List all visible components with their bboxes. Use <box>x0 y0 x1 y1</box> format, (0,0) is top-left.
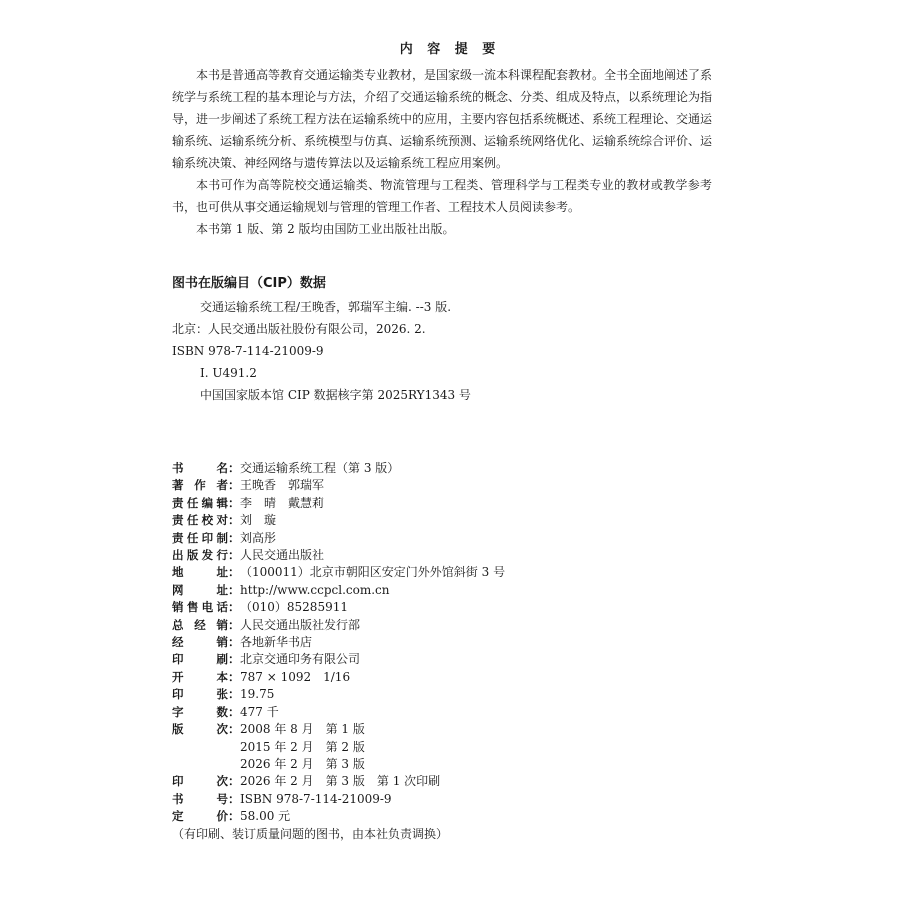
colophon-row <box>172 495 732 512</box>
colophon-colon: ： <box>228 461 241 475</box>
colophon-value: 人民交通出版社发行部 <box>240 617 361 632</box>
summary-section <box>172 64 712 240</box>
colophon-label: 印张 <box>172 687 228 702</box>
summary-paragraph: 本书第 1 版、第 2 版均由国防工业出版社出版。 <box>196 222 455 236</box>
colophon-value: 交通运输系统工程（第 3 版） <box>240 461 400 475</box>
colophon-label: 出版发行 <box>172 548 228 563</box>
colophon-row <box>172 669 732 686</box>
colophon-label: 著作者 <box>172 478 228 493</box>
colophon-value: 2015 年 2 月 第 2 版 <box>240 739 365 754</box>
colophon-colon: ： <box>228 669 241 684</box>
colophon-value: 李 晴 戴慧莉 <box>240 495 325 510</box>
colophon-row <box>172 721 732 738</box>
colophon-value: （010）85285911 <box>240 600 348 615</box>
colophon-row <box>172 773 732 790</box>
cip-title: 图书在版编目（CIP）数据 <box>172 276 326 291</box>
colophon-label: 总经销 <box>172 617 228 632</box>
colophon-value: 477 千 <box>240 704 279 719</box>
colophon-colon: ： <box>228 617 241 632</box>
colophon-label: 书名 <box>172 461 228 475</box>
colophon-label: 字数 <box>172 704 228 719</box>
colophon-row <box>172 739 732 756</box>
colophon-row <box>172 477 732 494</box>
colophon-colon: ： <box>228 530 241 545</box>
cip-line: Ⅰ. U491.2 <box>200 366 257 380</box>
cip-line: 中国国家版本馆 CIP 数据核字第 2025RY1343 号 <box>200 388 471 402</box>
colophon-label: 开本 <box>172 669 228 684</box>
colophon-colon: ： <box>228 582 241 597</box>
colophon-label: 经销 <box>172 635 228 650</box>
colophon-label: 书号 <box>172 791 228 806</box>
summary-title: 内 容 提 要 <box>399 42 501 57</box>
colophon-value: 19.75 <box>240 687 275 702</box>
summary-paragraph: 本书是普通高等教育交通运输类专业教材，是国家级一流本科课程配套教材。全书全面地阐述了系统学与系统工程的基本理论与方法，介绍了交通运输系统的概念、分类、组成及特点，以系统理论为指导，进一步阐述了系统工程方法在运输系统中的应用，主要内容包括系统概述、系统工程理论、交通运输系统、运输系统分析、系统模型与仿真、运输系统预测、运输系统网络优化、运输系统综合评价、运输系统决策、神经网络与遗传算法以及运输系统工程应用案例。 <box>172 68 713 170</box>
colophon-row <box>172 582 732 599</box>
colophon-colon: ： <box>228 652 241 667</box>
colophon-row <box>172 634 732 651</box>
colophon-colon: ： <box>228 495 241 510</box>
colophon-colon: ： <box>228 548 241 563</box>
colophon-row <box>172 686 732 703</box>
colophon-label: 销售电话 <box>172 600 228 615</box>
colophon-label: 责任校对 <box>172 513 228 528</box>
colophon-value: 2026 年 2 月 第 3 版 第 1 次印刷 <box>240 774 441 789</box>
colophon-label: 定价 <box>172 809 228 824</box>
quality-note: （有印刷、装订质量问题的图书，由本社负责调换） <box>172 826 449 841</box>
colophon-label: 责任编辑 <box>172 495 228 510</box>
colophon-value: 人民交通出版社 <box>240 548 325 563</box>
colophon-colon: ： <box>228 774 241 789</box>
colophon-row <box>172 617 732 634</box>
cip-line: 北京：人民交通出版社股份有限公司，2026. 2. <box>172 322 426 336</box>
colophon-label: 印刷 <box>172 652 228 667</box>
cip-line: 交通运输系统工程/王晚香，郭瑞军主编. --3 版. <box>200 300 452 314</box>
colophon-value: 北京交通印务有限公司 <box>240 652 361 667</box>
colophon-row <box>172 651 732 668</box>
colophon-value: 2026 年 2 月 第 3 版 <box>240 756 365 771</box>
colophon-value: 刘 璇 <box>240 513 277 528</box>
colophon-row <box>172 460 732 477</box>
colophon-colon: ： <box>228 791 241 806</box>
summary-paragraph: 本书可作为高等院校交通运输类、物流管理与工程类、管理科学与工程类专业的教材或教学参考书，也可供从事交通运输规划与管理的管理工作者、工程技术人员阅读参考。 <box>172 178 712 214</box>
colophon-colon: ： <box>228 513 241 528</box>
colophon-value: 2008 年 8 月 第 1 版 <box>240 722 365 737</box>
colophon-colon: ： <box>228 600 241 615</box>
colophon-rows <box>172 460 732 826</box>
colophon-colon: ： <box>228 809 241 824</box>
colophon-colon: ： <box>228 687 241 702</box>
colophon-value: （100011）北京市朝阳区安定门外外馆斜街 3 号 <box>240 565 506 580</box>
cip-section <box>172 296 732 406</box>
colophon-row <box>172 512 732 529</box>
colophon-colon: ： <box>228 704 241 719</box>
colophon-colon: ： <box>228 635 241 650</box>
colophon-value: 58.00 元 <box>240 809 291 824</box>
colophon-value: 王晚香 郭瑞军 <box>240 478 325 493</box>
colophon-value: ISBN 978-7-114-21009-9 <box>240 791 392 806</box>
colophon-row <box>172 530 732 547</box>
colophon-row <box>172 547 732 564</box>
colophon-row <box>172 564 732 581</box>
colophon-label: 地址 <box>172 565 228 580</box>
colophon-row <box>172 599 732 616</box>
colophon-colon: ： <box>228 565 241 580</box>
colophon-row <box>172 808 732 825</box>
colophon-value: http://www.ccpcl.com.cn <box>240 582 390 597</box>
colophon-row <box>172 756 732 773</box>
colophon-colon: ： <box>228 478 241 493</box>
colophon-row <box>172 791 732 808</box>
colophon-value: 各地新华书店 <box>240 635 313 650</box>
colophon-label: 网址 <box>172 582 228 597</box>
colophon-value: 787 × 1092 1/16 <box>240 669 351 684</box>
cip-line: ISBN 978-7-114-21009-9 <box>172 344 324 358</box>
colophon-label: 版次 <box>172 722 228 737</box>
colophon-label: 责任印制 <box>172 530 228 545</box>
colophon-section <box>172 460 732 843</box>
colophon-colon: ： <box>228 722 241 737</box>
colophon-row <box>172 704 732 721</box>
colophon-value: 刘高彤 <box>240 530 277 545</box>
colophon-label: 印次 <box>172 774 228 789</box>
